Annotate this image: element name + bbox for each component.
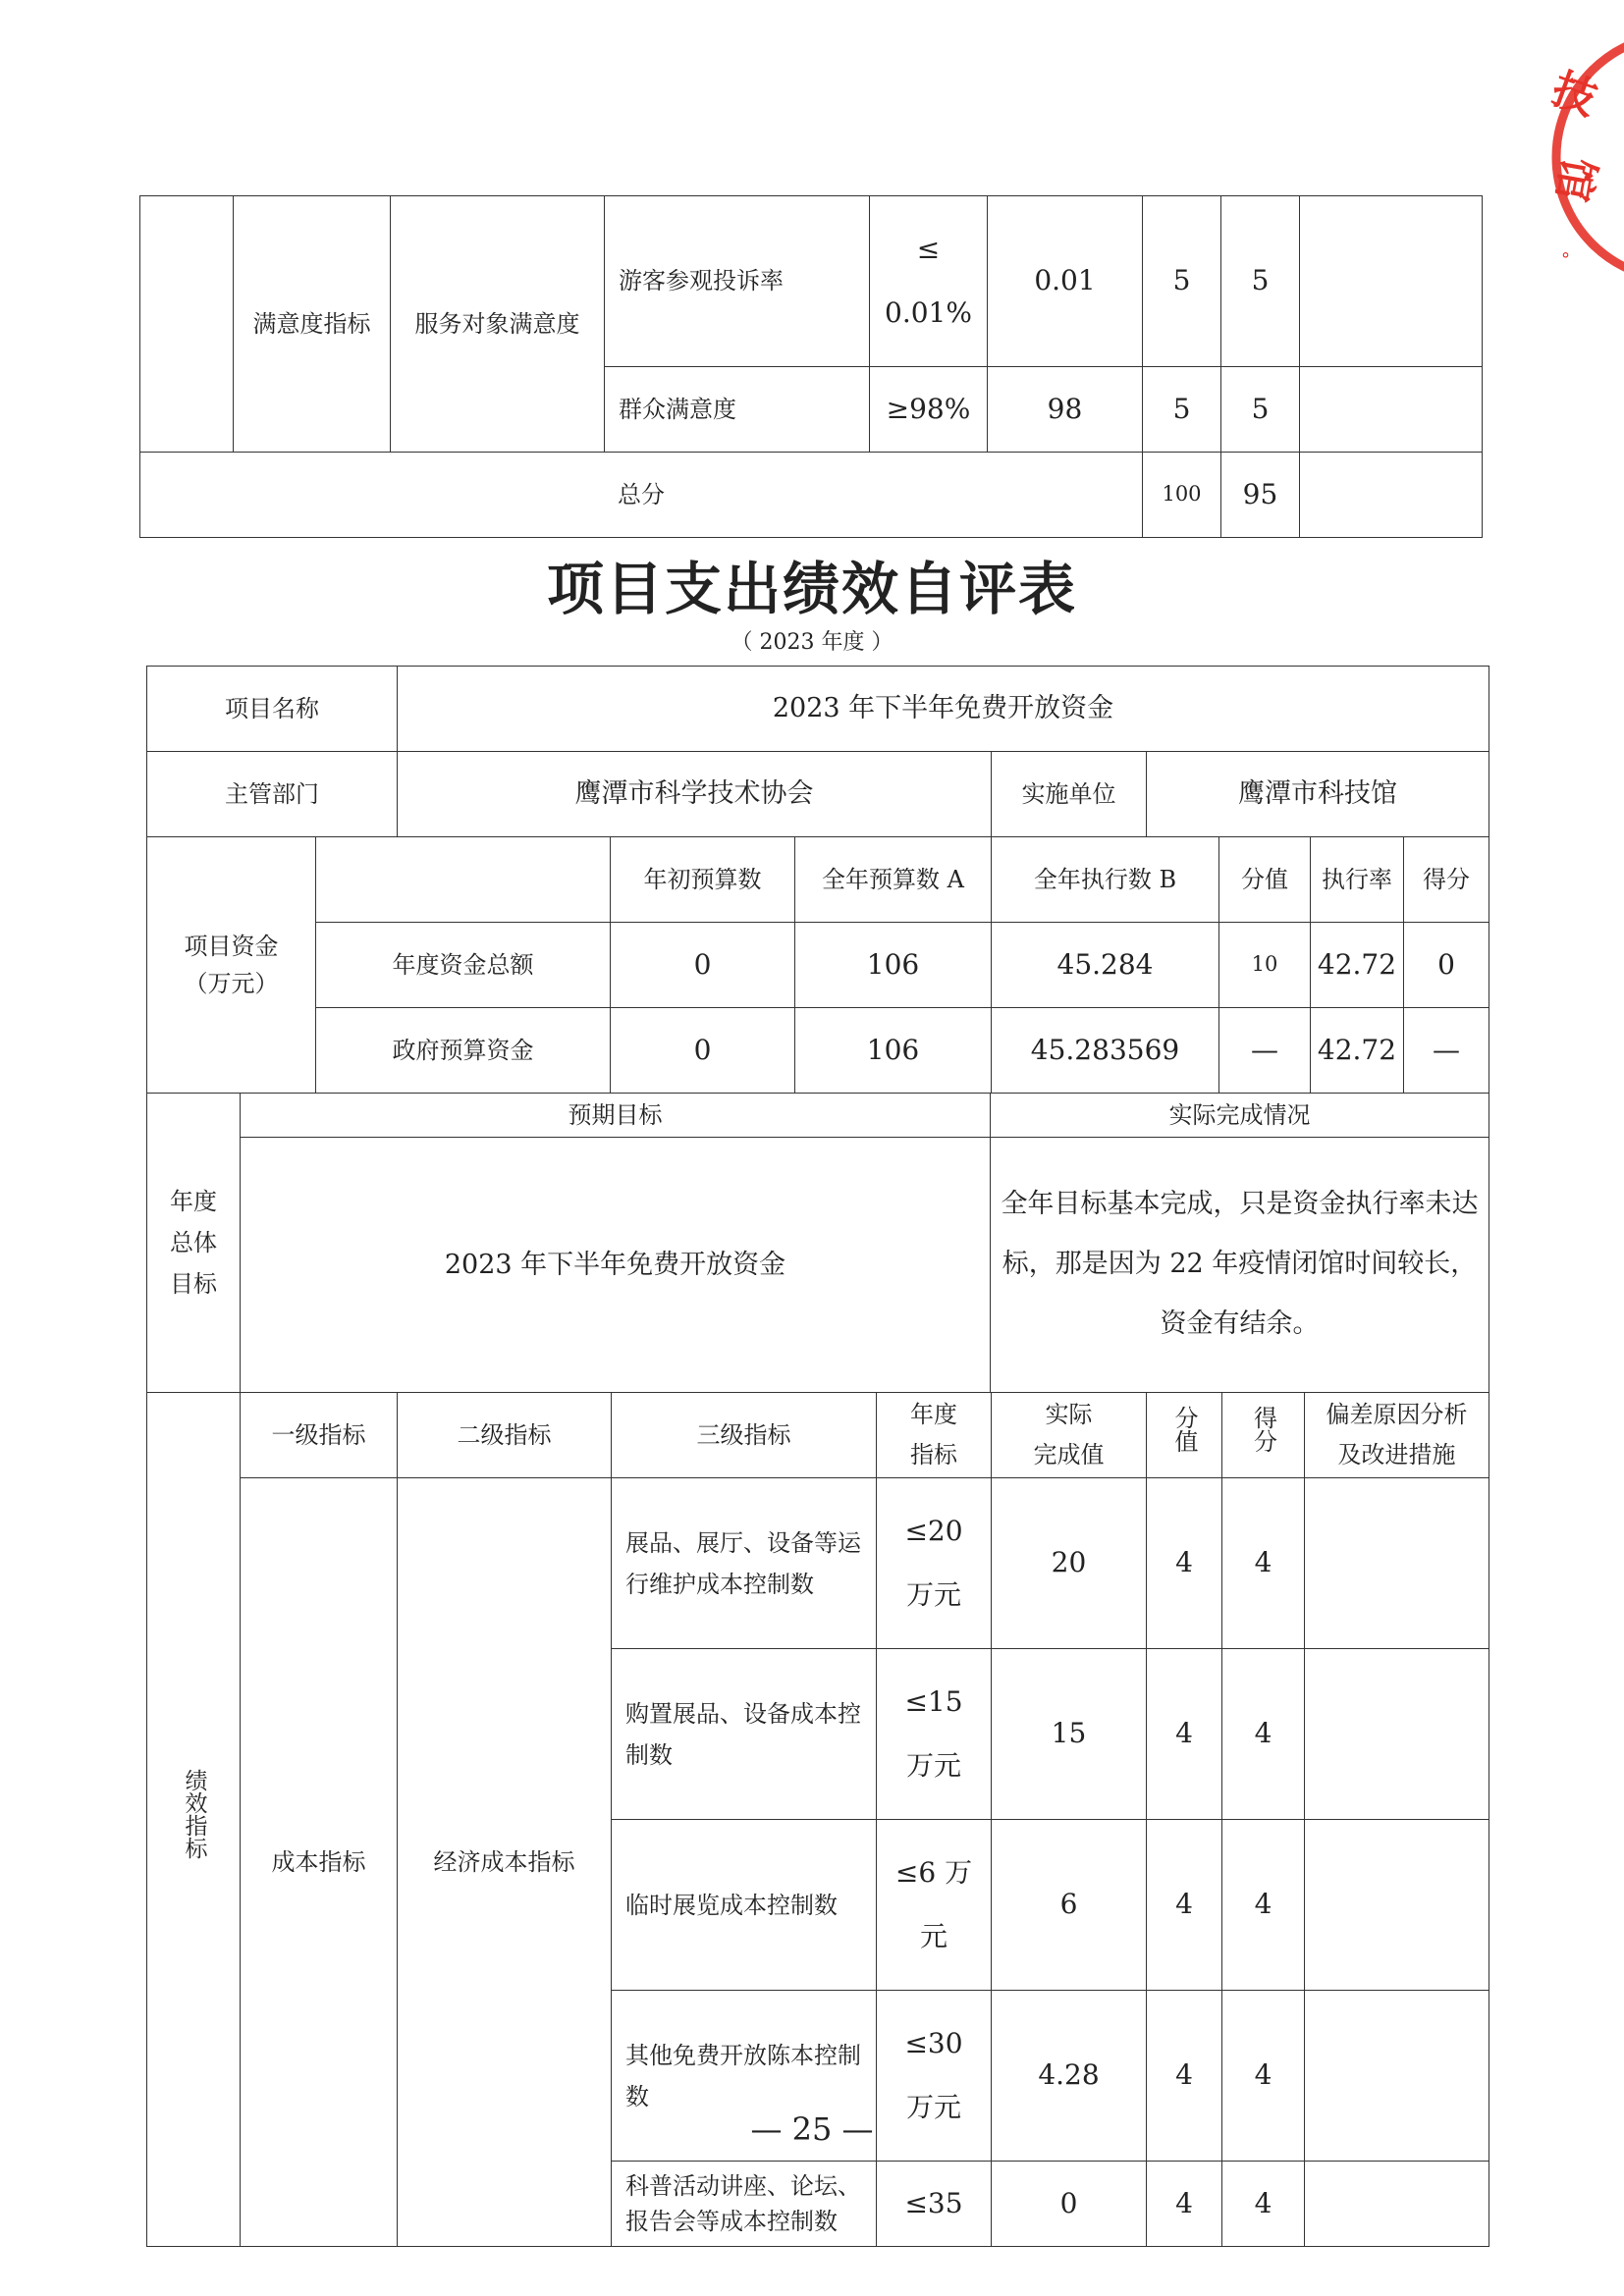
header-level3: 三级指标 [612,1393,877,1478]
score-value: 5 [1221,367,1300,453]
annual-target: ≤6 万 元 [877,1820,992,1991]
header-target: 年度 指标 [877,1393,992,1478]
page-title: 项目支出绩效自评表 [546,556,1077,622]
weight-value: 5 [1143,196,1221,367]
funds-label: 项目资金 （万元） [147,837,316,1094]
continued-indicator-table [139,195,1483,538]
unit-value: 鹰潭市科技馆 [1147,752,1489,837]
header-score-text: 得分 [1249,1406,1277,1454]
annual-goal-label: 年度 总体 目标 [147,1094,241,1393]
official-seal-stamp [1532,20,1624,294]
dept-label: 主管部门 [147,752,398,837]
funds-row-name: 年度资金总额 [316,923,611,1008]
level3-indicator: 临时展览成本控制数 [612,1820,877,1991]
level3-indicator: 科普活动讲座、论坛、报告会等成本控制数 [612,2162,877,2247]
funds-cell: 10 [1219,923,1311,1008]
score-value: 4 [1222,2162,1305,2247]
project-name-label: 项目名称 [147,667,398,752]
weight-value: 4 [1147,2162,1222,2247]
funds-cell: 45.284 [992,923,1219,1008]
dept-value: 鹰潭市科学技术协会 [398,752,992,837]
annual-target: ≤35 [877,2162,992,2247]
annual-target: ≤ 0.01% [870,196,988,367]
annual-target: ≥98% [870,367,988,453]
actual-status-header: 实际完成情况 [991,1094,1489,1138]
indicators-label [147,1393,241,2247]
funds-cell: 42.72 [1311,1008,1404,1094]
level1-indicator: 满意度指标 [234,196,391,453]
total-score: 95 [1221,453,1300,538]
self-evaluation-table [146,666,1489,837]
level3-indicator: 群众满意度 [605,367,870,453]
funds-header: 年初预算数 [611,837,795,923]
weight-value: 4 [1147,1820,1222,1991]
deviation-reason [1305,2162,1489,2247]
level3-indicator: 其他免费开放陈本控制数 [612,1991,877,2162]
funds-cell: 106 [795,1008,992,1094]
annual-target: ≤20 万元 [877,1478,992,1649]
funds-cell: 106 [795,923,992,1008]
funds-cell: 42.72 [1311,923,1404,1008]
weight-value: 4 [1147,1478,1222,1649]
annual-target: ≤30 万元 [877,1991,992,2162]
deviation-reason [1300,367,1483,453]
score-value: 4 [1222,1991,1305,2162]
actual-value: 15 [992,1649,1147,1820]
actual-value: 4.28 [992,1991,1147,2162]
score-value: 4 [1222,1649,1305,1820]
score-value: 4 [1222,1820,1305,1991]
funds-row-name: 政府预算资金 [316,1008,611,1094]
actual-value: 98 [988,367,1143,453]
level2-indicator: 经济成本指标 [398,1478,612,2247]
level3-indicator: 购置展品、设备成本控制数 [612,1649,877,1820]
weight-value: 4 [1147,1991,1222,2162]
blank-cell [140,196,234,453]
funds-header: 执行率 [1311,837,1404,923]
deviation-reason [1305,1649,1489,1820]
actual-value: 0.01 [988,196,1143,367]
blank-cell [316,837,611,923]
deviation-reason [1305,1991,1489,2162]
funds-table [146,836,1489,1094]
expected-goal: 2023 年下半年免费开放资金 [241,1138,991,1393]
score-value: 5 [1221,196,1300,367]
funds-cell: — [1219,1008,1311,1094]
expected-goal-header: 预期目标 [241,1094,991,1138]
actual-value: 6 [992,1820,1147,1991]
funds-header: 得分 [1404,837,1489,923]
funds-cell: — [1404,1008,1489,1094]
weight-value: 4 [1147,1649,1222,1820]
funds-header: 全年执行数 B [992,837,1219,923]
deviation-reason [1305,1478,1489,1649]
header-reason: 偏差原因分析 及改进措施 [1305,1393,1489,1478]
header-weight-text: 分值 [1170,1406,1198,1454]
header-level2: 二级指标 [398,1393,612,1478]
annual-goal-table [146,1093,1489,1393]
score-value: 4 [1222,1478,1305,1649]
deviation-reason [1305,1820,1489,1991]
deviation-reason [1300,196,1483,367]
unit-label: 实施单位 [992,752,1147,837]
level1-indicator: 成本指标 [241,1478,398,2247]
actual-value: 20 [992,1478,1147,1649]
total-label: 总分 [140,453,1143,538]
svg-text:馆: 馆 [1546,153,1604,205]
actual-status: 全年目标基本完成，只是资金执行率未达标，那是因为 22 年疫情闭馆时间较长，资金有结余。 [991,1138,1489,1393]
level3-indicator: 游客参观投诉率 [605,196,870,367]
indicators-label-text: 绩效指标 [181,1768,207,1859]
funds-header: 全年预算数 A [795,837,992,923]
level2-indicator: 服务对象满意度 [391,196,605,453]
actual-value: 0 [992,2162,1147,2247]
page-number: — 25 — [750,2110,874,2148]
level3-indicator: 展品、展厅、设备等运行维护成本控制数 [612,1478,877,1649]
header-level1: 一级指标 [241,1393,398,1478]
header-actual: 实际 完成值 [992,1393,1147,1478]
funds-cell: 45.283569 [992,1008,1219,1094]
blank-cell [1300,453,1483,538]
annual-target: ≤15 万元 [877,1649,992,1820]
funds-cell: 0 [1404,923,1489,1008]
header-score [1222,1393,1305,1478]
project-name-value: 2023 年下半年免费开放资金 [398,667,1489,752]
svg-text:°: ° [1561,249,1570,270]
header-weight [1147,1393,1222,1478]
funds-cell: 0 [611,1008,795,1094]
funds-cell: 0 [611,923,795,1008]
total-weight: 100 [1143,453,1221,538]
funds-header: 分值 [1219,837,1311,923]
svg-text:技: 技 [1545,63,1603,126]
weight-value: 5 [1143,367,1221,453]
page-subtitle: （ 2023 年度 ） [731,630,893,655]
